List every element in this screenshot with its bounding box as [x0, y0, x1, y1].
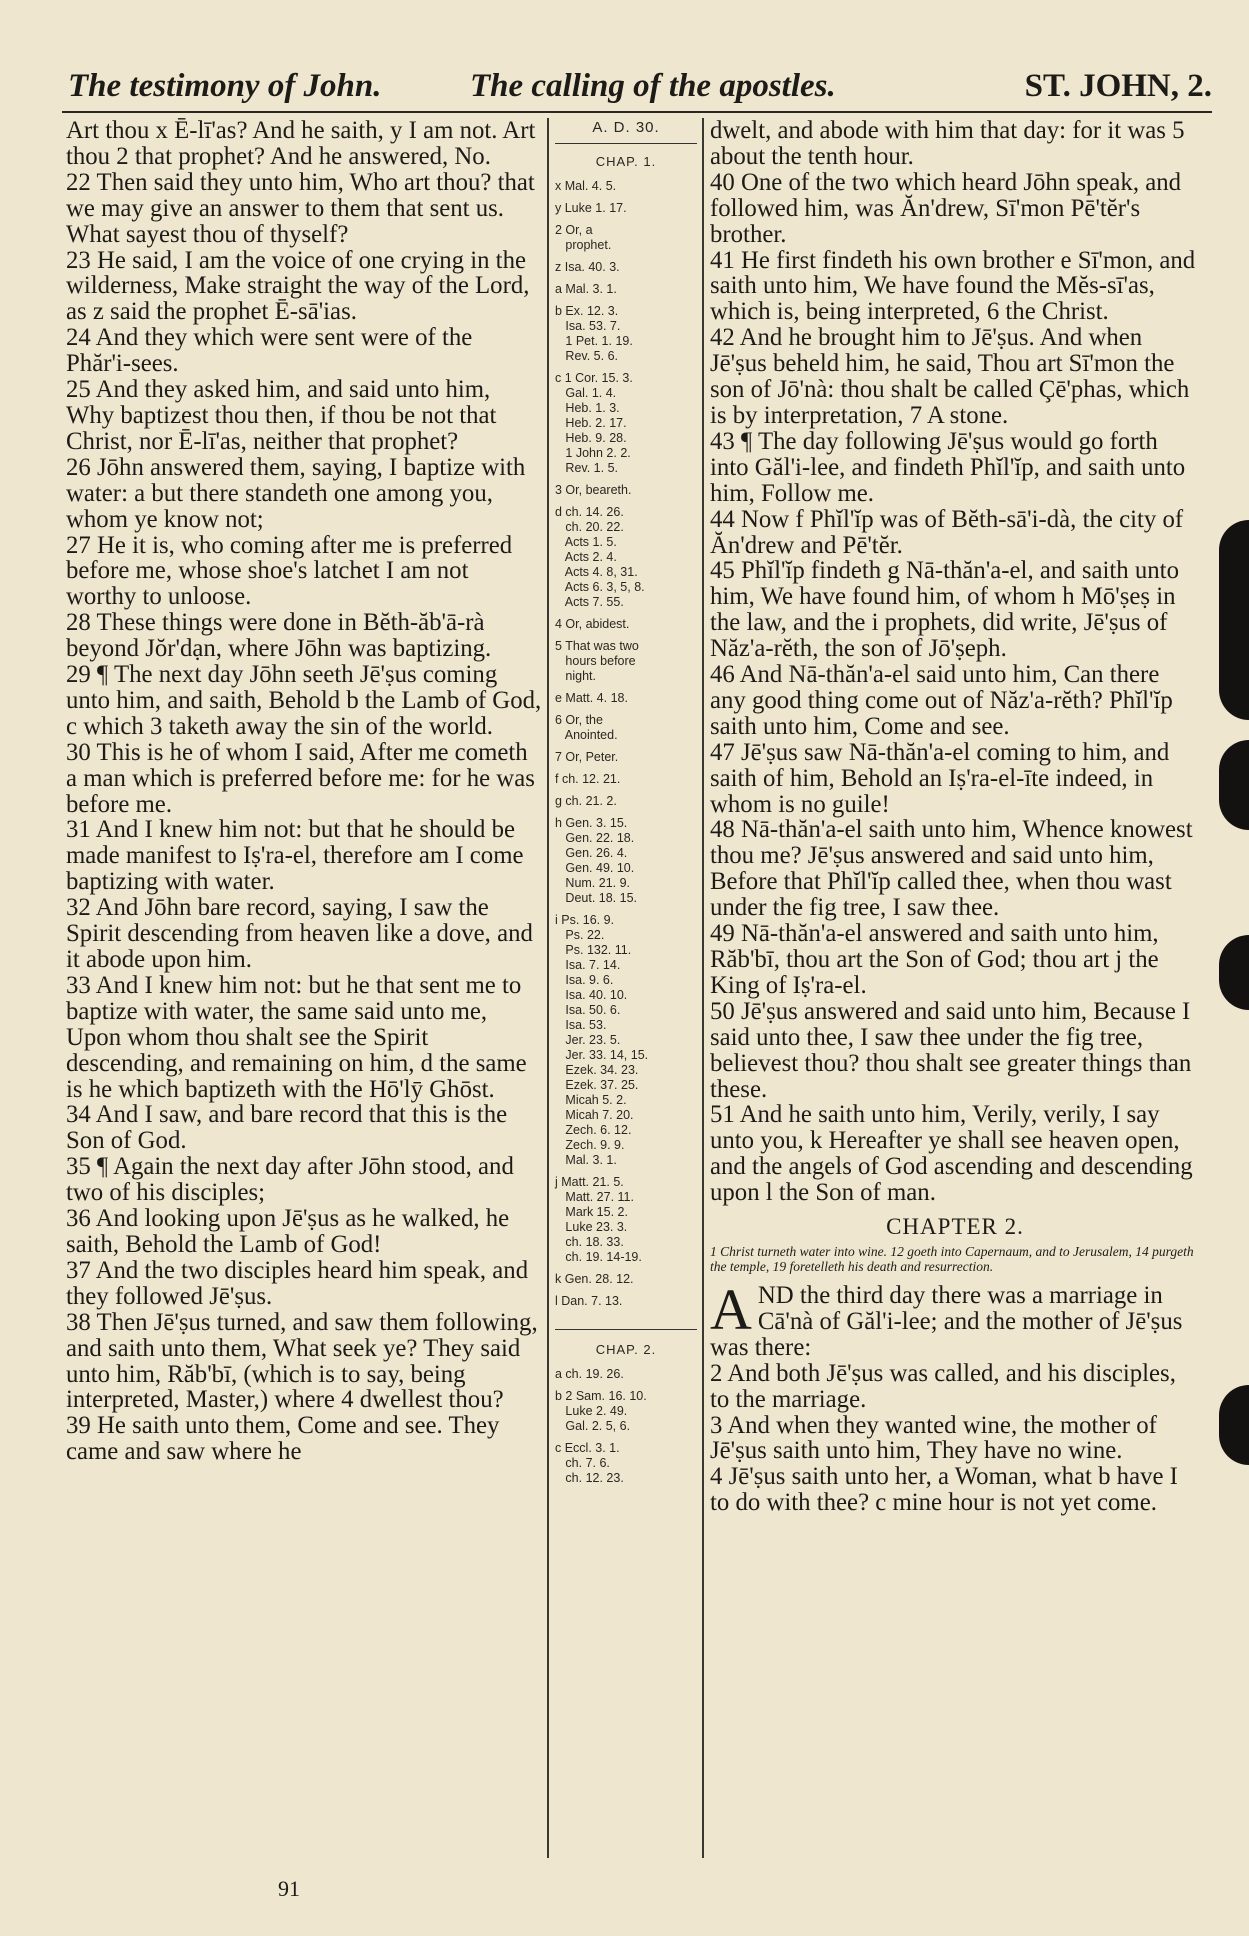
header-left: The testimony of John. — [68, 68, 382, 104]
header-middle: The calling of the apostles. — [470, 68, 836, 104]
chapter-2-summary: 1 Christ turneth water into wine. 12 goeth into Capernaum, and to Jerusalem, 14 purgeth the temple, 19 foretelleth his death and resurrection. — [710, 1243, 1194, 1275]
chapter-2-verses — [710, 1361, 1200, 1516]
margin-note: h Gen. 3. 15. Gen. 22. 18. Gen. 26. 4. Gen. 49. 10. Num. 21. 9. Deut. 18. 15. — [555, 816, 637, 905]
margin-note: a ch. 19. 26. — [555, 1367, 624, 1381]
margin-note: b Ex. 12. 3. Isa. 53. 7. 1 Pet. 1. 19. Rev. 5. 6. — [555, 304, 633, 363]
column-divider-right — [702, 118, 704, 1858]
left-column — [66, 118, 542, 1465]
margin-note: f ch. 12. 21. — [555, 772, 621, 786]
verse: 38 Then Jē'ṣus turned, and saw them following, and saith unto them, What seek ye? They said unto him, Răb'bī, (which is to say, being interpreted, Master,) where 4 dwellest thou? — [66, 1308, 538, 1414]
margin-note: 2 Or, a prophet. — [555, 223, 612, 252]
margin-notes-chapter-2 — [555, 1367, 697, 1486]
verse: 2 And both Jē'ṣus was called, and his disciples, to the marriage. — [710, 1359, 1176, 1413]
right-column — [710, 118, 1200, 1516]
margin-note: 3 Or, beareth. — [555, 483, 632, 497]
chapter-2-title: CHAPTER 2. — [886, 1214, 1024, 1240]
margin-chapter-1: CHAP. 1. — [595, 154, 657, 169]
verse: 49 Nā-thăn'a-el answered and saith unto him, Răb'bī, thou art the Son of God; thou art j the King of Iṣ'ra-el. — [710, 920, 1159, 999]
verse: 25 And they asked him, and said unto him, Why baptizest thou then, if thou be not that Christ, nor Ē-lī'as, neither that prophet? — [66, 376, 497, 455]
verse: 35 ¶ Again the next day after Jōhn stood, and two of his disciples; — [66, 1153, 514, 1207]
column-divider-left — [547, 118, 549, 1858]
verse: dwelt, and abode with him that day: for it was 5 about the tenth hour. — [710, 117, 1185, 170]
verse-1-text: ND the third day there was a marriage in Cā'nà of Găl'i-lee; and the mother of Jē'ṣus was there: — [710, 1281, 1183, 1361]
margin-note: c Eccl. 3. 1. ch. 7. 6. ch. 12. 23. — [555, 1441, 624, 1485]
verse: 37 And the two disciples heard him speak, and they followed Jē'ṣus. — [66, 1256, 529, 1310]
chapter-2-verse-1 — [710, 1276, 1200, 1361]
verse: 24 And they which were sent were of the Phăr'i-sees. — [66, 324, 473, 378]
margin-note: c 1 Cor. 15. 3. Gal. 1. 4. Heb. 1. 3. Heb. 2. 17. Heb. 9. 28. 1 John 2. 2. Rev. 1. 5. — [555, 371, 633, 475]
verse: 39 He saith unto them, Come and see. They came and saw where he — [66, 1412, 500, 1466]
verse: 36 And looking upon Jē'ṣus as he walked, he saith, Behold the Lamb of God! — [66, 1205, 510, 1258]
verse: 45 Phĭl'ĭp findeth g Nā-thăn'a-el, and saith unto him, We have found him, of whom h Mō'ṣeṣ in the law, and the i prophets, did write, Jē'ṣus of Năz'a-rĕth, the son of Jō'ṣeph. — [710, 557, 1179, 663]
header-right: ST. JOHN, 2. — [1024, 68, 1212, 104]
verse: 4 Jē'ṣus saith unto her, a Woman, what b have I to do with thee? c mine hour is not yet come. — [710, 1463, 1178, 1517]
margin-note: g ch. 21. 2. — [555, 794, 617, 808]
verse: 27 He it is, who coming after me is preferred before me, whose shoe's latchet I am not worthy to unloose. — [66, 531, 513, 611]
margin-notes-chapter-1 — [555, 179, 697, 1309]
verse: 3 And when they wanted wine, the mother of Jē'ṣus saith unto him, They have no wine. — [710, 1411, 1157, 1465]
margin-note: 6 Or, the Anointed. — [555, 713, 618, 742]
margin-note: 5 That was two hours before night. — [555, 639, 639, 683]
verse: 48 Nā-thăn'a-el saith unto him, Whence knowest thou me? Jē'ṣus answered and said unto him, Before that Phĭl'ĭp called thee, when thou wast under the fig tree, I saw thee. — [710, 816, 1193, 922]
margin-note: 4 Or, abidest. — [555, 617, 630, 631]
verse: 40 One of the two which heard Jōhn speak, and followed him, was Ăn'drew, Sī'mon Pē'tĕr's brother. — [710, 168, 1182, 248]
verse: 41 He first findeth his own brother e Sī'mon, and saith unto him, We have found the Mĕs-sī'as, which is, being interpreted, 6 the Christ. — [710, 246, 1196, 326]
verse: 50 Jē'ṣus answered and said unto him, Because I said unto thee, I saw thee under the fig tree, believest thou? thou shalt see greater things than these. — [710, 997, 1192, 1103]
verse: 51 And he saith unto him, Verily, verily, I say unto you, k Hereafter ye shall see heaven open, and the angels of God ascending and descending upon l the Son of man. — [710, 1101, 1193, 1207]
margin-note: b 2 Sam. 16. 10. Luke 2. 49. Gal. 2. 5, 6. — [555, 1389, 647, 1433]
verse: 42 And he brought him to Jē'ṣus. And when Jē'ṣus beheld him, he said, Thou art Sī'mon the son of Jō'nà: thou shalt be called Çē'phas, which is by interpretation, 7 A stone. — [710, 324, 1190, 429]
verse: 46 And Nā-thăn'a-el said unto him, Can there any good thing come out of Năz'a-rĕth? Phĭl'ĭp saith unto him, Come and see. — [710, 661, 1173, 740]
margin-note: k Gen. 28. 12. — [555, 1272, 634, 1286]
margin-note: 7 Or, Peter. — [555, 750, 619, 764]
margin-rule — [555, 143, 697, 144]
verse: 29 ¶ The next day Jōhn seeth Jē'ṣus coming unto him, and saith, Behold b the Lamb of God, c which 3 taketh away the sin of the world. — [66, 661, 542, 740]
right-column-verses — [710, 118, 1200, 1206]
margin-year: A. D. 30. — [592, 119, 660, 136]
verse: 26 Jōhn answered them, saying, I baptize with water: a but there standeth one among you, whom ye know not; — [66, 453, 526, 533]
margin-note: j Matt. 21. 5. Matt. 27. 11. Mark 15. 2. Luke 23. 3. ch. 18. 33. ch. 19. 14-19. — [555, 1175, 642, 1264]
verse: 28 These things were done in Bĕth-ăb'ā-rà beyond Jŏr'dạn, where Jōhn was baptizing. — [66, 609, 492, 663]
verse: 22 Then said they unto him, Who art thou? that we may give an answer to them that sent us. What sayest thou of thyself? — [66, 168, 535, 248]
verse: Art thou x Ē-lī'as? And he saith, y I am not. Art thou 2 that prophet? And he answered, No. — [66, 117, 536, 170]
verse: 30 This is he of whom I said, After me cometh a man which is preferred before me: for he was before me. — [66, 738, 535, 818]
drop-cap: A — [710, 1276, 752, 1342]
margin-note: y Luke 1. 17. — [555, 201, 627, 215]
thumb-index-tab — [1219, 740, 1249, 830]
verse: 32 And Jōhn bare record, saying, I saw the Spirit descending from heaven like a dove, and it abode upon him. — [66, 894, 533, 973]
margin-note: i Ps. 16. 9. Ps. 22. Ps. 132. 11. Isa. 7. 14. Isa. 9. 6. Isa. 40. 10. Isa. 50. 6. Isa. 53. Jer. 23. 5. Jer. 33. 14, 15. Ezek. 34. 23. Ezek. 37. 25. Micah 5. 2. Micah 7. 20. Zech. 6. 12. Zech. 9. 9. Mal. 3. 1. — [555, 913, 649, 1167]
margin-rule-2 — [555, 1329, 697, 1330]
margin-references — [555, 118, 697, 1493]
margin-note: x Mal. 4. 5. — [555, 179, 617, 193]
margin-note: l Dan. 7. 13. — [555, 1294, 623, 1308]
margin-chapter-2: CHAP. 2. — [595, 1342, 657, 1357]
margin-note: a Mal. 3. 1. — [555, 282, 617, 296]
thumb-index-tab — [1219, 1385, 1249, 1465]
verse: 31 And I knew him not: but that he should be made manifest to Iṣ'ra-el, therefore am I come baptizing with water. — [66, 816, 524, 896]
verse: 34 And I saw, and bare record that this is the Son of God. — [66, 1101, 508, 1155]
verse: 47 Jē'ṣus saw Nā-thăn'a-el coming to him, and saith of him, Behold an Iṣ'ra-el-īte indeed, in whom is no guile! — [710, 738, 1170, 818]
margin-note: d ch. 14. 26. ch. 20. 22. Acts 1. 5. Acts 2. 4. Acts 4. 8, 31. Acts 6. 3, 5, 8. Acts 7. 55. — [555, 505, 645, 609]
verse: 43 ¶ The day following Jē'ṣus would go forth into Găl'i-lee, and findeth Phĭl'ĭp, and saith unto him, Follow me. — [710, 427, 1186, 507]
running-header — [62, 62, 1212, 112]
verse: 23 He said, I am the voice of one crying in the wilderness, Make straight the way of the Lord, as z said the prophet Ē-sā'ias. — [66, 246, 530, 326]
margin-note: z Isa. 40. 3. — [555, 260, 620, 274]
margin-note: e Matt. 4. 18. — [555, 691, 628, 705]
thumb-index-tab — [1219, 520, 1249, 720]
page-number: 91 — [278, 1876, 300, 1901]
verse: 33 And I knew him not: but he that sent me to baptize with water, the same said unto me, Upon whom thou shalt see the Spirit descending, and remaining on him, d the same is he which baptizeth with the Hō'lȳ Ghōst. — [66, 971, 527, 1103]
header-rule — [62, 111, 1212, 113]
verse: 44 Now f Phĭl'ĭp was of Bĕth-sā'i-dà, the city of Ăn'drew and Pē'tĕr. — [710, 505, 1184, 559]
thumb-index-tab — [1219, 935, 1249, 1010]
